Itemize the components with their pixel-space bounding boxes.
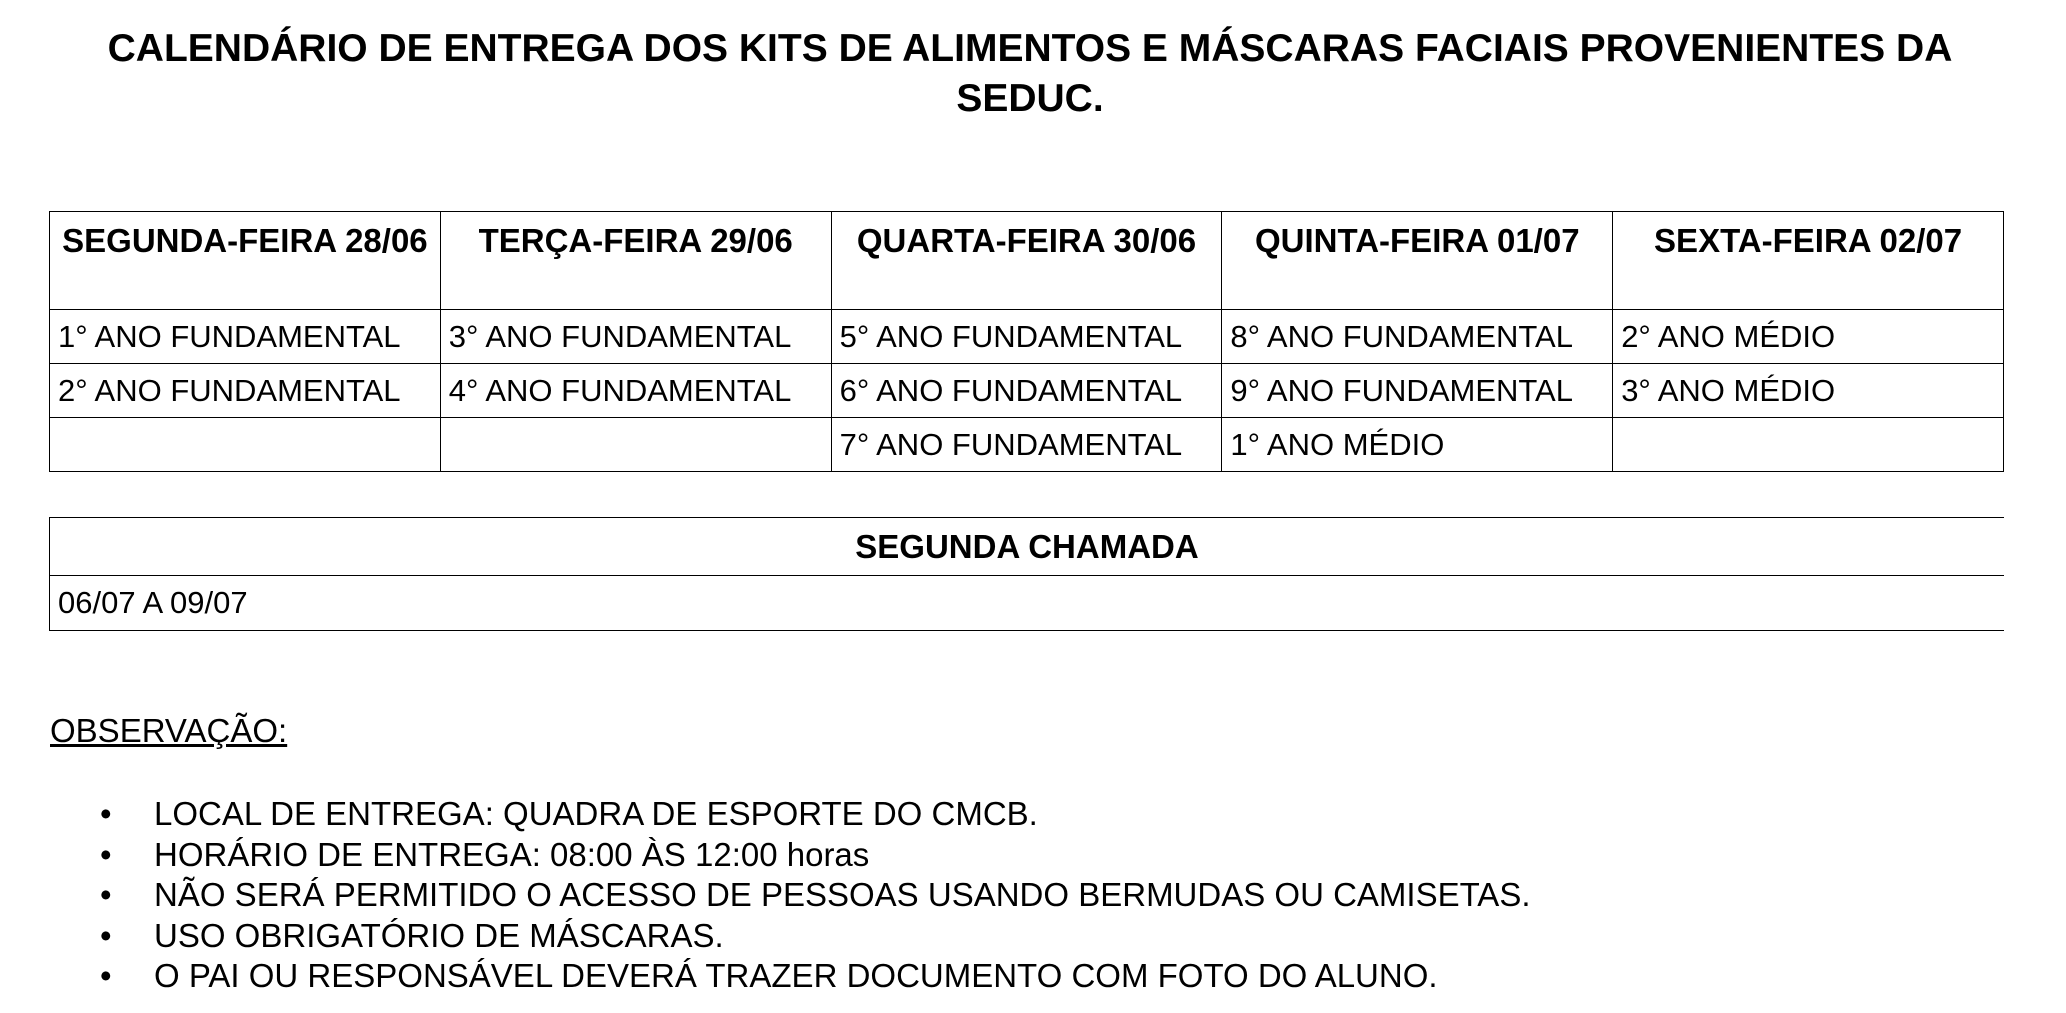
header-friday: SEXTA-FEIRA 02/07 [1613,212,2004,310]
second-call-header-row [50,518,2005,576]
table-cell [440,418,831,472]
header-tuesday: TERÇA-FEIRA 29/06 [440,212,831,310]
table-cell: 2° ANO MÉDIO [1613,310,2004,364]
delivery-schedule-table [49,211,2004,472]
list-item [0,956,1531,997]
table-cell: 2° ANO FUNDAMENTAL [50,364,441,418]
list-item [0,835,1531,876]
second-call-header: SEGUNDA CHAMADA [50,518,2005,576]
table-row [50,310,2004,364]
list-item [0,916,1531,957]
table-cell: 3° ANO FUNDAMENTAL [440,310,831,364]
observation-text: NÃO SERÁ PERMITIDO O ACESSO DE PESSOAS USANDO BERMUDAS OU CAMISETAS. [154,876,1531,913]
header-thursday: QUINTA-FEIRA 01/07 [1222,212,1613,310]
table-cell: 7° ANO FUNDAMENTAL [831,418,1222,472]
second-call-dates: 06/07 A 09/07 [50,576,2005,631]
table-cell: 6° ANO FUNDAMENTAL [831,364,1222,418]
table-cell: 1° ANO FUNDAMENTAL [50,310,441,364]
observation-text: USO OBRIGATÓRIO DE MÁSCARAS. [154,916,724,954]
observation-text: O PAI OU RESPONSÁVEL DEVERÁ TRAZER DOCUMENTO COM FOTO DO ALUNO. [154,957,1438,994]
table-cell: 8° ANO FUNDAMENTAL [1222,310,1613,364]
bullet-icon: • [100,795,112,832]
second-call-table [49,517,2004,631]
table-cell [50,418,441,472]
observation-list [0,794,1531,997]
table-cell: 4° ANO FUNDAMENTAL [440,364,831,418]
table-cell: 3° ANO MÉDIO [1613,364,2004,418]
list-item [0,794,1531,835]
page-title: CALENDÁRIO DE ENTREGA DOS KITS DE ALIMENTOS E MÁSCARAS FACIAIS PROVENIENTES DA SEDUC. [107,27,1953,120]
table-row [50,364,2004,418]
bullet-icon: • [100,876,112,913]
observation-text: LOCAL DE ENTREGA: QUADRA DE ESPORTE DO CMCB. [154,795,1038,832]
list-item [0,875,1531,916]
header-wednesday: QUARTA-FEIRA 30/06 [831,212,1222,310]
table-cell: 1° ANO MÉDIO [1222,418,1613,472]
table-cell: 9° ANO FUNDAMENTAL [1222,364,1613,418]
table-row [50,418,2004,472]
bullet-icon: • [100,957,112,994]
bullet-icon: • [100,916,112,954]
table-cell: 5° ANO FUNDAMENTAL [831,310,1222,364]
bullet-icon: • [100,835,112,873]
second-call-row [50,576,2005,631]
header-monday: SEGUNDA-FEIRA 28/06 [50,212,441,310]
observation-heading: OBSERVAÇÃO: [50,712,288,749]
schedule-header-row [50,212,2004,310]
table-cell [1613,418,2004,472]
observation-text: HORÁRIO DE ENTREGA: 08:00 ÀS 12:00 horas [154,835,870,873]
